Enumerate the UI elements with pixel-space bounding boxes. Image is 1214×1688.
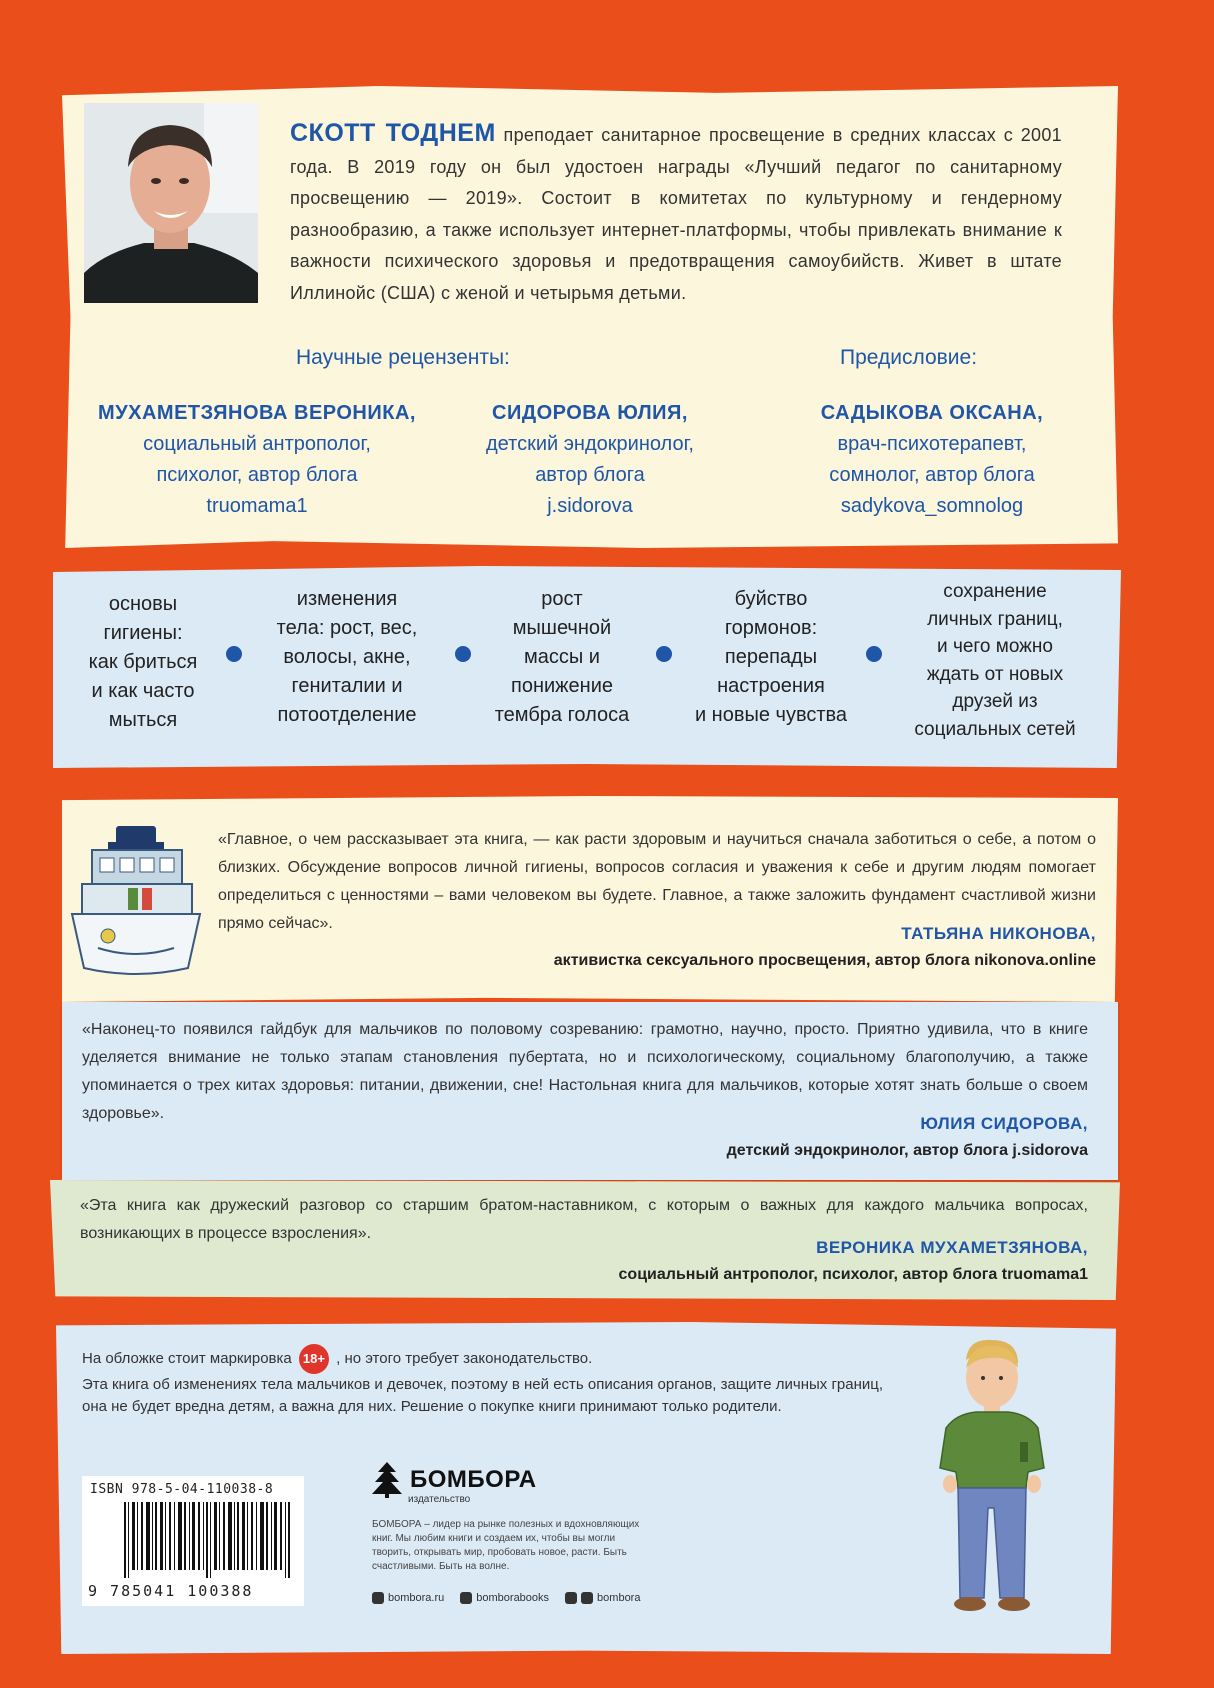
reviewer-name: САДЫКОВА ОКСАНА, — [820, 402, 1044, 424]
quote-text: «Наконец-то появился гайдбук для мальчиков по половому созреванию: грамотно, научно, просто. Приятно удивила, что в книге уделяется внимание не только этапам становления пубертата, но и психологическому, социальному благополучию, а также упоминается о трех китах здоровья: питании, движении, сне! Настольная книга для мальчиков, которые хотят знать больше о своем здоровье». — [82, 1021, 1088, 1122]
quote-3 — [80, 1192, 1088, 1292]
author-bio-text: преподает санитарное просвещение в средних классах с 2001 года. В 2019 году он был удостоен награды «Лучший педагог по санитарному просвещению — 2019». Состоит в комитетах по культурному и гендерному разнообразию, а также использует интернет-платформы, чтобы привлекать внимание к важности психического здоровья и предотвращения самоубийств. Живет в штате Иллинойс (США) с женой и четырьмя детьми. — [290, 125, 1062, 303]
reviewer-2 — [420, 398, 760, 522]
topic-line: настроения — [717, 675, 825, 697]
author-name: СКОТТ ТОДНЕМ — [290, 119, 496, 147]
topic-line: изменения — [296, 588, 398, 610]
topic-5 — [890, 578, 1100, 743]
bullet-dot — [656, 646, 672, 662]
topic-4 — [676, 585, 866, 730]
topic-line: тембра голоса — [494, 704, 630, 726]
boy-illustration — [926, 1338, 1056, 1618]
globe-icon — [372, 1592, 384, 1604]
publisher-subtitle: издательство — [408, 1494, 471, 1505]
topic-line: сохранение — [943, 581, 1047, 602]
bombora-tree-icon — [372, 1462, 402, 1498]
reviewer-blog: sadykova_somnolog — [840, 495, 1024, 517]
quote-text: «Эта книга как дружеский разговор со старшим братом-наставником, с которым о важных для каждого мальчика вопросах, возникающих в процессе взросления». — [80, 1197, 1088, 1242]
age-warning — [82, 1344, 902, 1418]
bullet-dot — [455, 646, 471, 662]
reviewers-heading: Научные рецензенты: — [296, 346, 510, 369]
quote-author-name: ВЕРОНИКА МУХАМЕТЗЯНОВА, — [816, 1238, 1088, 1257]
warning-text: , но этого требует законодательство. — [336, 1349, 593, 1367]
publisher-logo — [372, 1462, 537, 1498]
reviewer-role: социальный антрополог, — [143, 433, 371, 455]
warning-text: Эта книга об изменениях тела мальчиков и девочек, поэтому в ней есть описания органов, защите личных границ, она не будет вредна детям, а важна для них. Решение о покупке книги принимают только родители. — [82, 1376, 884, 1415]
topic-line: мыться — [108, 709, 178, 731]
quote-author-role: активистка сексуального просвещения, автор блога nikonova.online — [553, 952, 1096, 969]
bullet-dot — [866, 646, 882, 662]
topic-line: гормонов: — [724, 617, 818, 639]
topic-line: буйство — [734, 588, 808, 610]
quote-author-name: ТАТЬЯНА НИКОНОВА, — [901, 924, 1096, 943]
topic-line: основы — [108, 593, 178, 615]
topic-line: как бриться — [88, 651, 198, 673]
topic-line: тела: рост, вес, — [276, 617, 418, 639]
quote-text: «Главное, о чем рассказывает эта книга, — как расти здоровым и научиться сначала заботиться о себе, а потом о близких. Обсуждение вопросов личной гигиены, вопросов согласия и уважения к себе и другим людям помогает определиться с ценностями – вами человеком вы будете. Главное, а также заложить фундамент счастливой жизни прямо сейчас». — [218, 831, 1096, 932]
barcode-bars — [124, 1502, 294, 1578]
social-label: bombora.ru — [388, 1592, 445, 1604]
topic-line: потоотделение — [277, 704, 417, 726]
topic-line: личных границ, — [927, 608, 1063, 630]
topic-line: социальных сетей — [914, 718, 1076, 740]
foreword-author — [762, 398, 1102, 522]
social-youtube[interactable] — [565, 1592, 640, 1604]
topic-line: и как часто — [91, 680, 195, 702]
topic-2 — [252, 585, 442, 730]
topic-line: и чего можно — [937, 636, 1053, 657]
quote-author-name: ЮЛИЯ СИДОРОВА, — [920, 1114, 1088, 1133]
reviewer-role: детский эндокринолог, — [486, 433, 694, 455]
social-label: bombora — [597, 1592, 641, 1604]
reviewer-name: МУХАМЕТЗЯНОВА ВЕРОНИКА, — [98, 402, 416, 424]
topic-line: гигиены: — [103, 622, 183, 644]
reviewer-name: СИДОРОВА ЮЛИЯ, — [492, 402, 688, 424]
reviewer-role: психолог, автор блога — [156, 464, 358, 486]
topic-line: ждать от новых — [926, 663, 1064, 685]
reviewer-role: сомнолог, автор блога — [829, 464, 1035, 486]
reviewer-role: врач-психотерапевт, — [837, 433, 1027, 455]
ship-illustration — [68, 818, 204, 978]
reviewer-role: автор блога — [535, 464, 645, 486]
social-label: bomborabooks — [476, 1592, 550, 1604]
topic-3 — [472, 585, 652, 730]
publisher-info: БОМБОРА – лидер на рынке полезных и вдохновляющих книг. Мы любим книги и создаем их, чтобы вы могли творить, открывать мир, пробовать новое, расти. Быть счастливыми. Быть на волне. — [372, 1519, 640, 1572]
topic-line: понижение — [510, 675, 613, 697]
vk-icon — [460, 1592, 472, 1604]
reviewer-blog: j.sidorova — [547, 495, 633, 517]
topic-line: массы и — [524, 646, 600, 668]
social-site[interactable] — [372, 1592, 444, 1604]
topic-line: перепады — [724, 646, 818, 668]
topic-line: друзей из — [952, 691, 1038, 712]
bullet-dot — [226, 646, 242, 662]
publisher-socials — [372, 1592, 640, 1604]
quote-2 — [82, 1016, 1088, 1176]
topic-line: волосы, акне, — [283, 646, 411, 668]
author-bio — [290, 118, 1062, 309]
barcode-digits: 9 785041 100388 — [88, 1582, 254, 1600]
topic-line: и новые чувства — [694, 704, 848, 726]
reviewer-1 — [87, 398, 427, 522]
topic-line: гениталии и — [291, 675, 403, 697]
reviewer-blog: truomama1 — [206, 495, 308, 517]
topic-line: рост — [541, 588, 583, 610]
isbn-text: ISBN 978-5-04-110038-8 — [90, 1482, 274, 1497]
warning-text: На обложке стоит маркировка — [82, 1349, 292, 1367]
quote-author-role: детский эндокринолог, автор блога j.sidorova — [726, 1142, 1088, 1159]
youtube-icon — [565, 1592, 577, 1604]
telegram-icon — [581, 1592, 593, 1604]
quote-author-role: социальный антрополог, психолог, автор блога truomama1 — [618, 1266, 1088, 1283]
quote-1 — [218, 826, 1096, 996]
author-photo — [84, 103, 258, 303]
foreword-heading: Предисловие: — [840, 346, 978, 369]
topic-line: мышечной — [512, 617, 612, 639]
age-badge: 18+ — [299, 1344, 329, 1374]
social-vk[interactable] — [460, 1592, 549, 1604]
topic-1 — [68, 590, 218, 735]
publisher-name: БОМБОРА — [410, 1466, 537, 1493]
barcode — [82, 1476, 304, 1606]
